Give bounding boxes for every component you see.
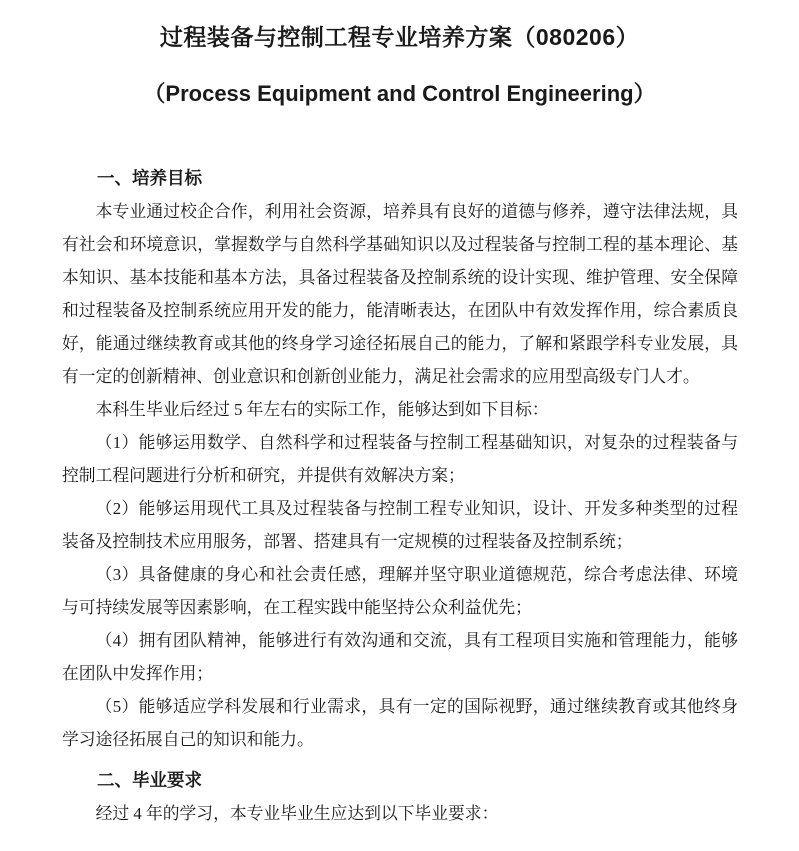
paragraph-goal-5: （5）能够适应学科发展和行业需求，具有一定的国际视野，通过继续教育或其他终身学习途径拓展自己的知识和能力。 — [62, 697, 738, 749]
document-title: 过程装备与控制工程专业培养方案（080206） — [159, 24, 640, 50]
paragraph-graduation-intro: 经过 4 年的学习，本专业毕业生应达到以下毕业要求： — [95, 804, 499, 823]
document-body — [62, 162, 738, 830]
section-heading-training-objectives: 一、培养目标 — [97, 168, 202, 188]
paragraph-goal-3: （3）具备健康的身心和社会责任感，理解并坚守职业道德规范，综合考虑法律、环境与可持续发展等因素影响，在工程实践中能坚持公众利益优先； — [62, 565, 738, 617]
paragraph-overview: 本专业通过校企合作，利用社会资源，培养具有良好的道德与修养，遵守法律法规，具有社会和环境意识，掌握数学与自然科学基础知识以及过程装备与控制工程的基本理论、基本知识、基本技能和基本方法，具备过程装备及控制系统的设计实现、维护管理、安全保障和过程装备及控制系统应用开发的能力，能清晰表达，在团队中有效发挥作用，综合素质良好，能通过继续教育或其他的终身学习途径拓展自己的能力，了解和紧跟学科专业发展，具有一定的创新精神、创业意识和创新创业能力，满足社会需求的应用型高级专门人才。 — [62, 202, 738, 386]
paragraph-goal-1: （1）能够运用数学、自然科学和过程装备与控制工程基础知识，对复杂的过程装备与控制工程问题进行分析和研究，并提供有效解决方案； — [62, 433, 738, 485]
paragraph-goal-4: （4）拥有团队精神，能够进行有效沟通和交流，具有工程项目实施和管理能力，能够在团队中发挥作用； — [62, 631, 738, 683]
document-subtitle-english: （Process Equipment and Control Engineering） — [143, 81, 656, 106]
paragraph-goals-intro: 本科生毕业后经过 5 年左右的实际工作，能够达到如下目标： — [95, 400, 549, 419]
section-heading-graduation-requirements: 二、毕业要求 — [97, 770, 202, 790]
paragraph-goal-2: （2）能够运用现代工具及过程装备与控制工程专业知识，设计、开发多种类型的过程装备及控制技术应用服务，部署、搭建具有一定规模的过程装备及控制系统； — [62, 499, 738, 551]
